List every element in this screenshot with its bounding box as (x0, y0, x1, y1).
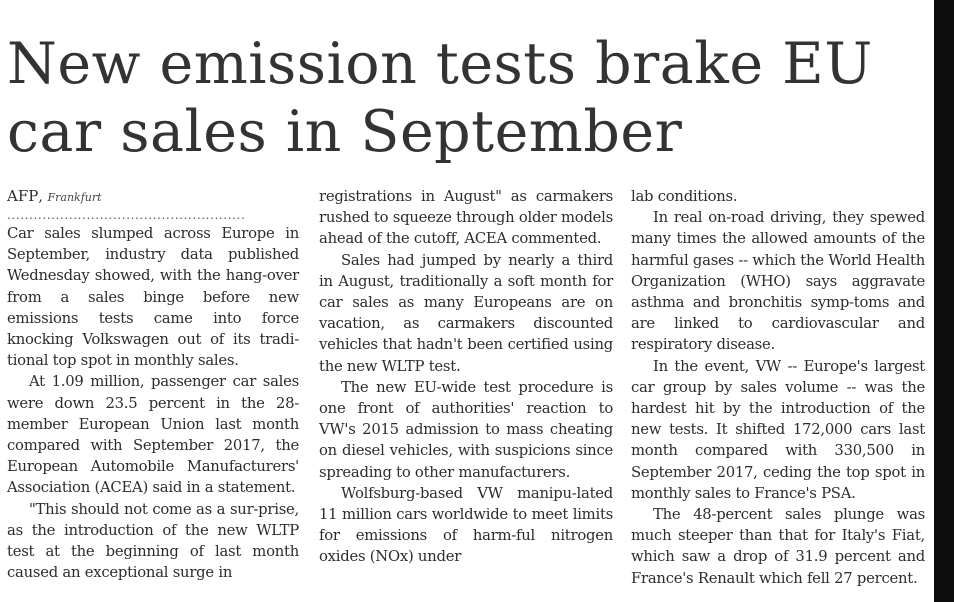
byline (7, 186, 299, 207)
page-edge-bar (934, 0, 954, 602)
paragraph-continued: lab conditions. (631, 188, 738, 205)
paragraph: "This should not come as a sur-prise, as the introduction of the new WLTP test at the beginning of last month caused an exceptional surge in (7, 500, 299, 582)
paragraph: At 1.09 million, passenger car sales were down 23.5 percent in the 28-member European Union last month compared with September 2017, the European Automobile Manufacturers' Association (ACEA) said in a statement. (7, 373, 299, 497)
column-2 (319, 186, 613, 568)
headline (7, 30, 932, 166)
paragraph: Wolfsburg-based VW manipu-lated 11 million cars worldwide to meet limits for emissions of harm-ful nitrogen oxides (NOx) under (319, 484, 613, 566)
byline-separator: , (38, 189, 43, 205)
paragraph: In real on-road driving, they spewed many times the allowed amounts of the harmful gases -- which the World Health Organization (WHO) says aggravate asthma and bronchitis symp-toms and are linked to cardiovascular and respiratory disease. (631, 209, 925, 354)
column-3 (631, 186, 925, 589)
paragraph: Sales had jumped by nearly a third in August, traditionally a soft month for car sales as many Europeans are on vacation, as carmakers discounted vehicles that hadn't been certified using the new WLTP test. (319, 251, 613, 375)
paragraph: The 48-percent sales plunge was much steeper than that for Italy's Fiat, which saw a drop of 31.9 percent and France's Renault which fell 27 percent. (631, 506, 925, 587)
headline-line-2: car sales in September (7, 99, 683, 165)
byline-agency: AFP (7, 187, 39, 205)
column-1 (7, 186, 299, 583)
paragraph: In the event, VW -- Europe's largest car group by sales volume -- was the hardest hit by the introduction of the new tests. It shifted 172,000 cars last month compared with 330,500 in September 2017, ceding the top spot in monthly sales to France's PSA. (631, 357, 925, 502)
paragraph-continued: registrations in August" as carmakers rushed to squeeze through older models ahead of the cutoff, ACEA commented. (319, 188, 613, 248)
paragraph-lead: Car sales slumped across Europe in September, industry data published Wednesday showed, with the hang-over from a sales binge before new emissions tests came into force knocking Volkswagen out of its tradi-tional top spot in monthly sales. (7, 225, 299, 370)
headline-line-1: New emission tests brake EU (7, 31, 873, 97)
byline-dot-rule: ...................................................... (7, 211, 246, 222)
paragraph: The new EU-wide test procedure is one front of authorities' reaction to VW's 2015 admission to mass cheating on diesel vehicles, with suspicions since spreading to other manufacturers. (319, 378, 613, 481)
byline-location: Frankfurt (47, 191, 102, 204)
